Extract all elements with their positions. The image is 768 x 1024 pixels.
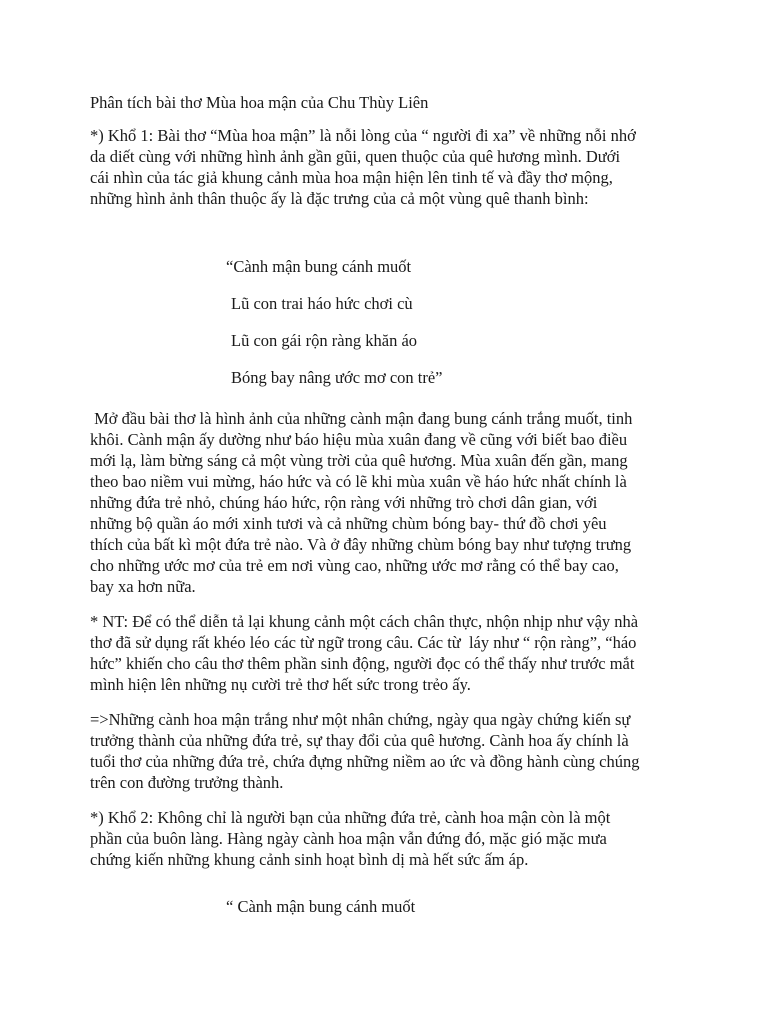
paragraph-line: cái nhìn của tác giả khung cảnh mùa hoa mận hiện lên tinh tế và đầy thơ mộng, [90, 168, 613, 187]
paragraph-line: theo bao niềm vui mừng, háo hức và có lẽ khi mùa xuân về háo hức nhất chính là [90, 472, 627, 491]
paragraph-line: * NT: Để có thể diễn tả lại khung cảnh một cách chân thực, nhộn nhịp như vậy nhà [90, 612, 639, 631]
technique-paragraph [90, 611, 686, 695]
paragraph-line: những hình ảnh thân thuộc ấy là đặc trưng của cả một vùng quê thanh bình: [90, 189, 589, 208]
paragraph-line: bay xa hơn nữa. [90, 577, 196, 596]
stanza-2-paragraph [90, 807, 686, 870]
document-page [90, 92, 686, 917]
poem-line: Lũ con gái rộn ràng khăn áo [231, 331, 418, 350]
analysis-paragraph [90, 408, 686, 597]
paragraph-line: mới lạ, làm bừng sáng cả một vùng trời của quê hương. Mùa xuân đến gần, mang [90, 451, 628, 470]
poem-stanza-1 [90, 248, 686, 396]
paragraph-line: thơ đã sử dụng rất khéo léo các từ ngữ trong câu. Các từ láy như “ rộn ràng”, “háo [90, 633, 637, 652]
paragraph-line: mình hiện lên những nụ cười trẻ thơ hết sức trong trẻo ấy. [90, 675, 471, 694]
paragraph-line: =>Những cành hoa mận trắng như một nhân chứng, ngày qua ngày chứng kiến sự [90, 710, 631, 729]
paragraph-line: *) Khổ 1: Bài thơ “Mùa hoa mận” là nỗi lòng của “ người đi xa” về những nỗi nhớ [90, 126, 636, 145]
paragraph-line: trên con đường trưởng thành. [90, 773, 284, 792]
document-title: Phân tích bài thơ Mùa hoa mận của Chu Thùy Liên [90, 93, 429, 112]
paragraph-line: hức” khiến cho câu thơ thêm phần sinh động, người đọc có thể thấy như trước mắt [90, 654, 635, 673]
paragraph-line: những đứa trẻ nhỏ, chúng háo hức, rộn ràng với những trò chơi dân gian, với [90, 493, 598, 512]
poem-stanza-2-line: “ Cành mận bung cánh muốt [226, 897, 416, 916]
paragraph-line: chứng kiến những khung cảnh sinh hoạt bình dị mà hết sức ấm áp. [90, 850, 529, 869]
intro-paragraph [90, 125, 686, 209]
paragraph-line: khôi. Cành mận ấy dường như báo hiệu mùa xuân đang về cũng với biết bao điều [90, 430, 628, 449]
conclusion-paragraph [90, 709, 686, 793]
paragraph-line: tuổi thơ của những đứa trẻ, chứa đựng những niềm ao ức và đồng hành cùng chúng [90, 752, 640, 771]
paragraph-line: cho những ước mơ của trẻ em nơi vùng cao, những ước mơ rằng có thể bay cao, [90, 556, 619, 575]
poem-line: Lũ con trai háo hức chơi cù [231, 294, 413, 313]
paragraph-line: da diết cùng với những hình ảnh gần gũi, quen thuộc của quê hương mình. Dưới [90, 147, 621, 166]
poem-line: “Cành mận bung cánh muốt [226, 257, 412, 276]
poem-line: Bóng bay nâng ước mơ con trẻ” [231, 368, 443, 387]
paragraph-line: những bộ quần áo mới xinh tươi và cả những chùm bóng bay- thứ đồ chơi yêu [90, 514, 607, 533]
paragraph-line: thích của bất kì một đứa trẻ nào. Và ở đây những chùm bóng bay như tượng trưng [90, 535, 632, 554]
paragraph-line: phần của buôn làng. Hàng ngày cành hoa mận vẫn đứng đó, mặc gió mặc mưa [90, 829, 607, 848]
paragraph-line: Mở đầu bài thơ là hình ảnh của những cành mận đang bung cánh trắng muốt, tinh [90, 409, 633, 428]
paragraph-line: *) Khổ 2: Không chỉ là người bạn của những đứa trẻ, cành hoa mận còn là một [90, 808, 611, 827]
paragraph-line: trưởng thành của những đứa trẻ, sự thay đổi của quê hương. Cành hoa ấy chính là [90, 731, 629, 750]
